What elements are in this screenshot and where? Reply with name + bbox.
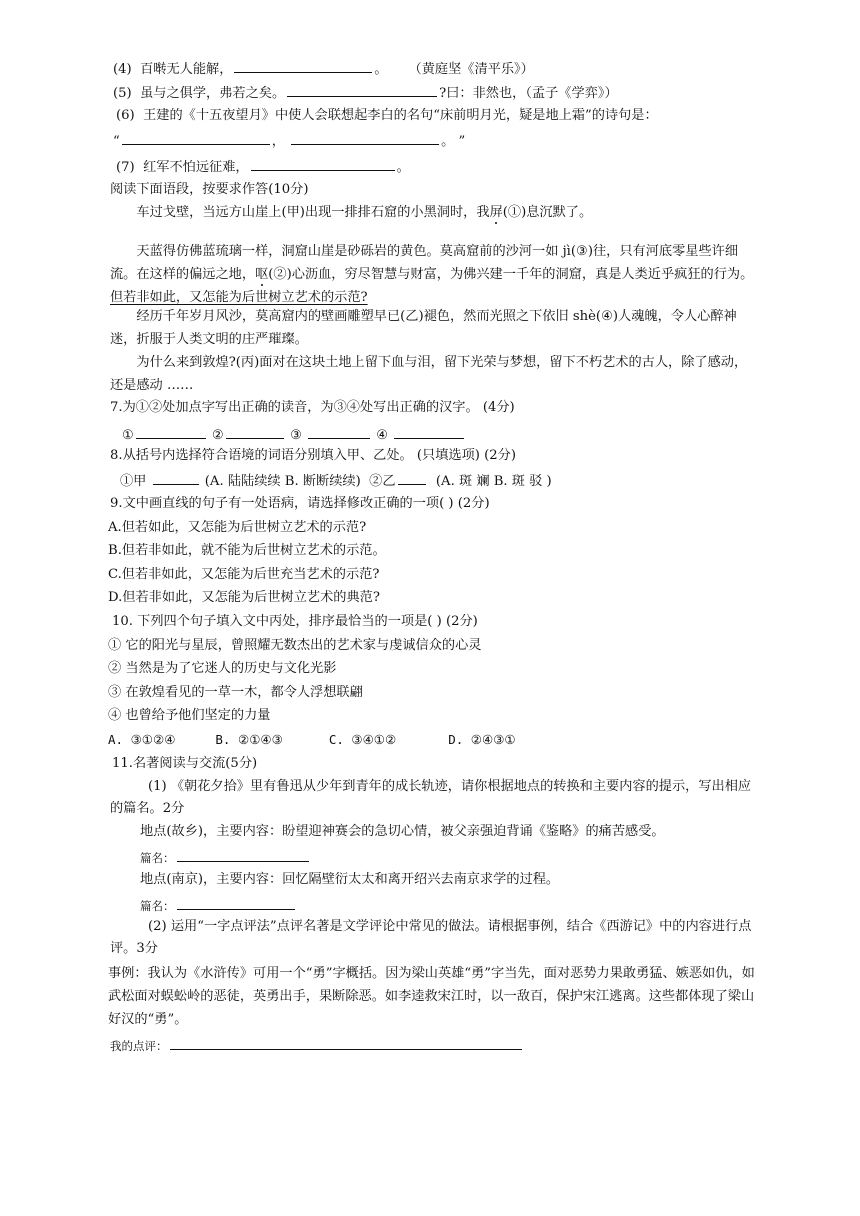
title-label-2: 篇名： [140,899,175,913]
q11-example: 事例：我认为《水浒传》可用一个“勇”字概括。因为梁山英雄“勇”字当先，面对恶势力果敢勇猛、嫉恶如仇，如武松面对蜈蚣岭的恶徒，英勇出手，果断除恶。如李逵救宋江时，以一敌百，保护宋江逃离。这些都体现了梁山好汉的“勇”。 [108,966,755,1027]
q7-blank-1[interactable] [136,424,206,439]
q4-source: （黄庭坚《清平乐》） [408,62,534,77]
q8-yi-options: (A. 斑 斓 B. 斑 驳 ) [435,474,552,489]
q8-prompt: 8.从括号内选择符合语境的词语分别填入甲、乙处。 (只填选项) (2分) [110,448,516,463]
q11-sub1: (1) 《朝花夕拾》里有鲁迅从少年到青年的成长轨迹，请你根据地点的转换和主要内容的提示，写出相应的篇名。2分 [110,779,752,816]
q6-open-quote: “ [113,134,120,149]
q6-blank-1[interactable] [122,130,270,145]
q7-mark-4: ④ [376,428,389,443]
passage-paragraph-4: 为什么来到敦煌?(丙)面对在这块土地上留下血与泪，留下光荣与梦想，留下不朽艺术的古人，除了感动，还是感动 …… [110,355,748,393]
q9-prompt: 9.文中画直线的句子有一处语病，请选择修改正确的一项( ) (2分) [110,496,490,511]
passage-paragraph-1 [110,202,760,225]
q4-number: (4) [113,62,132,77]
q7-mark-3: ③ [290,428,302,443]
q6-text: 王建的《十五夜望月》中使人会联想起李白的名句“床前明月光，疑是地上霜”的诗句是： [143,108,658,123]
q10-prompt: 10. 下列四个句子填入文中丙处，排序最恰当的一项是( ) (2分) [112,614,478,629]
q5-end: ?曰：非然也，（孟子《学弈》） [439,86,618,101]
q6-close-quote: 。 ” [441,134,466,149]
q7p-end: 。 [396,160,410,175]
q6-comma: ， [271,134,285,149]
q10-option-b[interactable]: B. ②①④③ [215,732,283,747]
q8-yi-label: ②乙 [369,474,396,489]
poem-q6 [116,106,658,126]
poem-q5 [113,82,618,104]
p2-text-b: (②)心沥血，穷尽智慧与财富，为佛兴建一千年的洞窟，真是人类近乎疯狂的行为。 [268,267,754,282]
q5-text: 虽与之俱学，弗若之矣。 [140,86,286,101]
title-blank-1[interactable] [177,849,309,862]
q9-option-b[interactable]: B.但若非如此，就不能为后世树立艺术的示范。 [108,543,386,558]
q6-number: (6) [116,108,135,123]
p2-text-a: 天蓝得仿佛蓝琉璃一样，洞窟山崖是砂砾岩的黄色。莫高窟前的沙河一如 jì(③)往，只有河底零星些许细流。在这样的偏远之地， [110,244,739,282]
q4-end: 。 [374,62,388,77]
q7-blank-2[interactable] [226,424,284,439]
passage-paragraph-2 [110,240,760,309]
q10-sentence-1: ① 它的阳光与星辰，曾照耀无数杰出的艺术家与虔诚信众的心灵 [108,638,482,653]
q7p-answer-blank[interactable] [251,156,395,171]
q10-option-c[interactable]: C. ③④①② [328,732,397,747]
q5-answer-blank[interactable] [287,82,437,97]
q8-jia-blank[interactable] [153,470,199,485]
p2-dotted-char: 呕 [255,267,269,282]
reading-heading: 阅读下面语段，按要求作答(10分) [110,182,309,197]
q7-mark-2: ② [212,428,224,443]
poem-q7 [116,156,410,178]
q11-heading: 11.名著阅读与交流(5分) [112,756,258,771]
p1-text-a: 车过戈壁，当远方山崖上(甲)出现一排排石窟的小黑洞时，我 [136,205,490,220]
poem-q4 [113,58,534,80]
q10-sentence-4: ④ 也曾给予他们坚定的力量 [108,708,271,723]
p1-text-b: (①)息沉默了。 [502,205,593,220]
q7-mark-1: ① [122,428,134,443]
p2-underlined-sentence: 但若非如此，又怎能为后世树立艺术的示范? [110,290,368,305]
q9-option-d[interactable]: D.但若非如此，又怎能为后世树立艺术的典范? [108,590,380,605]
q7p-number: (7) [116,160,135,175]
q4-answer-blank[interactable] [234,58,372,73]
q8-answer-line [120,470,552,492]
q10-options [108,730,516,750]
p1-dotted-char: 屏 [489,205,503,220]
q11-title-row-1 [140,848,311,868]
my-comment-row [110,1036,524,1056]
q7-blank-3[interactable] [308,424,370,439]
q9-option-c[interactable]: C.但若非如此，又怎能为后世充当艺术的示范? [108,567,380,582]
my-comment-blank[interactable] [170,1037,522,1050]
q11-title-row-2 [140,896,297,916]
title-label-1: 篇名： [140,851,175,865]
q10-option-a[interactable]: A. ③①②④ [108,732,176,747]
my-comment-label: 我的点评： [110,1039,168,1053]
q7-prompt: 7.为①②处加点字写出正确的读音，为③④处写出正确的汉字。 (4分) [110,400,515,415]
q10-sentence-2: ② 当然是为了它迷人的历史与文化光影 [108,661,337,676]
poem-q6-answer [113,130,465,152]
q11-item-nanjing: 地点(南京)，主要内容：回忆隔壁衍太太和离开绍兴去南京求学的过程。 [140,872,560,887]
title-blank-2[interactable] [177,897,295,910]
q8-jia-label: ①甲 [120,474,147,489]
q5-number: (5) [113,86,132,101]
q7-blank-4[interactable] [394,424,464,439]
q9-option-a[interactable]: A.但若如此，又怎能为后世树立艺术的示范? [108,520,367,535]
q7p-text: 红军不怕远征难， [143,160,249,175]
q4-text: 百啭无人能解， [140,62,233,77]
q6-blank-2[interactable] [291,130,439,145]
q10-sentence-3: ③ 在敦煌看见的一草一木，都令人浮想联翩 [108,685,363,700]
q11-item-hometown: 地点(故乡)，主要内容：盼望迎神赛会的急切心情，被父亲强迫背诵《鉴略》的痛苦感受。 [140,824,665,839]
q10-option-d[interactable]: D. ②④③① [448,732,516,747]
passage-paragraph-3: 经历千年岁月风沙，莫高窟内的壁画雕塑早已(乙)褪色，然而光照之下依旧 shè(④)人魂魄，令人心醉神迷，折服于人类文明的庄严璀璨。 [110,309,737,347]
q11-sub2: (2) 运用“一字点评法”点评名著是文学评论中常见的做法。请根据事例，结合《西游记》中的内容进行点评。3分 [110,919,752,956]
q8-yi-blank[interactable] [398,470,426,485]
q7-answer-line [122,424,466,446]
q8-jia-options: (A. 陆陆续续 B. 断断续续) [204,474,361,489]
